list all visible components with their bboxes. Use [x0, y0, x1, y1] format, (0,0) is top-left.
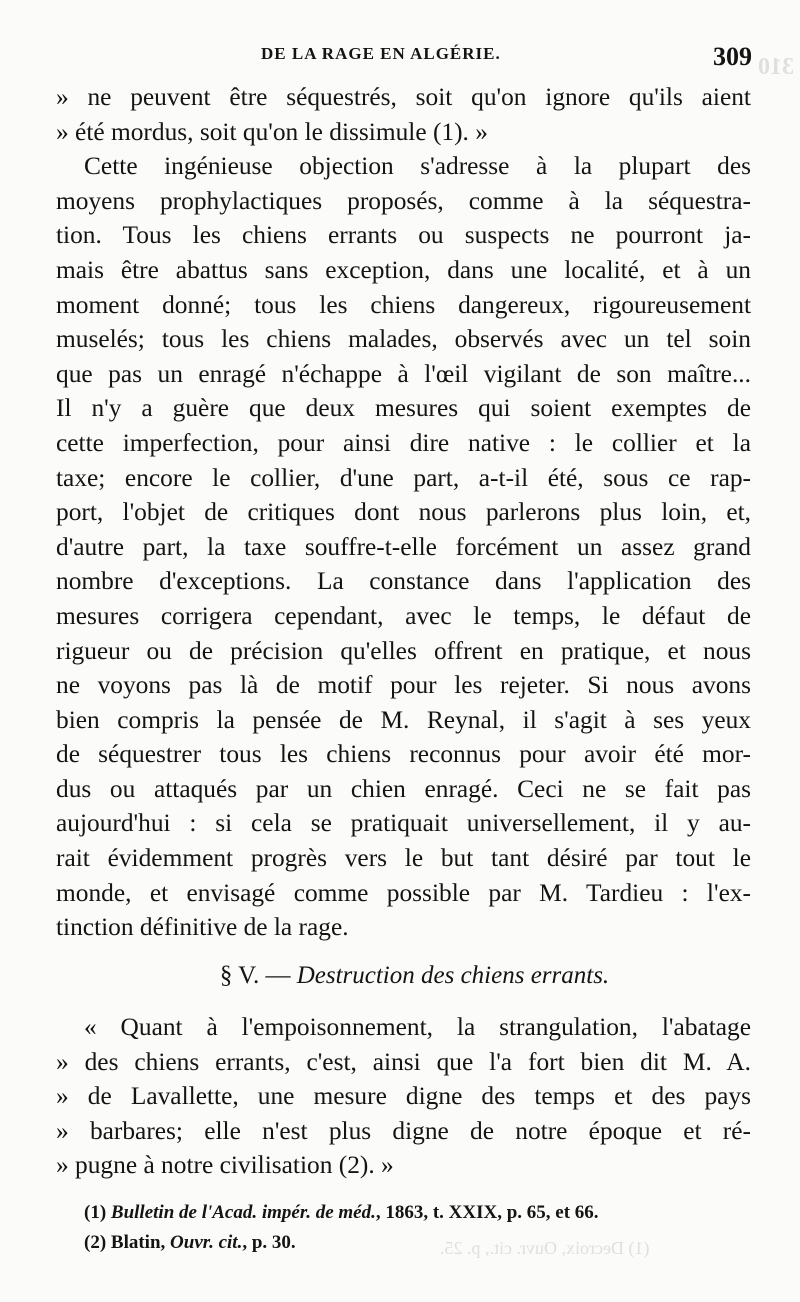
- text-line: d'autre part, la taxe souffre-t-elle forcément un assez grand: [56, 532, 751, 561]
- page-header: [56, 44, 752, 74]
- section-heading: [56, 962, 751, 990]
- footnote-source-title: Ouvr. cit.: [170, 1232, 243, 1253]
- text-line: ne voyons pas là de motif pour les rejeter. Si nous avons: [56, 671, 751, 700]
- text-line: moment donné; tous les chiens dangereux, rigoureusement: [56, 290, 751, 319]
- text-line: mesures corrigera cependant, avec le temps, le défaut de: [56, 601, 751, 630]
- main-text: [56, 80, 751, 945]
- text-line: Cette ingénieuse objection s'adresse à la plupart des: [84, 152, 751, 181]
- text-line: muselés; tous les chiens malades, observés avec un tel soin: [56, 325, 751, 354]
- footnote-marker: (2): [84, 1232, 107, 1253]
- running-title: DE LA RAGE EN ALGÉRIE.: [261, 44, 501, 63]
- footnote-reference: , 1863, t. XXIX, p. 65, et 66.: [375, 1202, 599, 1223]
- bleed-through-page-number: 310: [758, 54, 794, 80]
- text-line: tion. Tous les chiens errants ou suspects ne pourront ja-: [56, 221, 751, 250]
- text-line: cette imperfection, pour ainsi dire native : le collier et la: [56, 428, 751, 457]
- text-line: » de Lavallette, une mesure digne des temps et des pays: [56, 1082, 751, 1111]
- section-number: § V. —: [219, 962, 297, 989]
- paragraph-objection: [56, 149, 751, 945]
- text-line: rait évidemment progrès vers le but tant désiré par tout le: [56, 844, 751, 873]
- text-line: que pas un enragé n'échappe à l'œil vigilant de son maître...: [56, 359, 751, 388]
- paragraph-continuation: [56, 80, 751, 149]
- footnote-1: [84, 1198, 752, 1228]
- text-line: Il n'y a guère que deux mesures qui soient exemptes de: [56, 394, 751, 423]
- bleed-through-footnote: (1) Decroix, Ouvr. cit., p. 25.: [440, 1238, 650, 1258]
- page-number: 309: [713, 42, 752, 71]
- text-line: de séquestrer tous les chiens reconnus pour avoir été mor-: [56, 740, 751, 769]
- footnote-reference: , p. 30.: [242, 1232, 296, 1253]
- text-line: mais être abattus sans exception, dans une localité, et à un: [56, 255, 751, 284]
- text-line: nombre d'exceptions. La constance dans l'application des: [56, 567, 751, 596]
- footnotes: [84, 1198, 752, 1258]
- text-line: tinction définitive de la rage.: [56, 913, 349, 942]
- text-line: » des chiens errants, c'est, ainsi que l'a fort bien dit M. A.: [56, 1047, 751, 1076]
- text-line: rigueur ou de précision qu'elles offrent en pratique, et nous: [56, 636, 751, 665]
- text-line: monde, et envisagé comme possible par M. Tardieu : l'ex-: [56, 878, 751, 907]
- footnote-2: [84, 1228, 752, 1258]
- quotation-paragraph: [56, 1010, 751, 1183]
- footnote-marker: (1): [84, 1202, 107, 1223]
- text-line: dus ou attaqués par un chien enragé. Ceci ne se fait pas: [56, 774, 751, 803]
- footnote-author: Blatin,: [110, 1232, 171, 1253]
- text-line: aujourd'hui : si cela se pratiquait universellement, il y au-: [56, 809, 751, 838]
- text-line: » été mordus, soit qu'on le dissimule (1). »: [56, 117, 488, 146]
- section-title: Destruction des chiens errants.: [296, 962, 610, 989]
- text-line: » ne peuvent être séquestrés, soit qu'on ignore qu'ils aient: [56, 83, 751, 111]
- text-line: » pugne à notre civilisation (2). »: [56, 1151, 394, 1180]
- text-line: taxe; encore le collier, d'une part, a-t-il été, sous ce rap-: [56, 463, 751, 492]
- text-line: « Quant à l'empoisonnement, la strangulation, l'abatage: [84, 1013, 751, 1041]
- text-line: moyens prophylactiques proposés, comme à la séquestra-: [56, 186, 751, 215]
- text-line: » barbares; elle n'est plus digne de notre époque et ré-: [56, 1116, 751, 1145]
- footnote-source-title: Bulletin de l'Acad. impér. de méd.: [110, 1202, 376, 1223]
- text-line: port, l'objet de critiques dont nous parlerons plus loin, et,: [56, 498, 751, 527]
- text-line: bien compris la pensée de M. Reynal, il s'agit à ses yeux: [56, 705, 751, 734]
